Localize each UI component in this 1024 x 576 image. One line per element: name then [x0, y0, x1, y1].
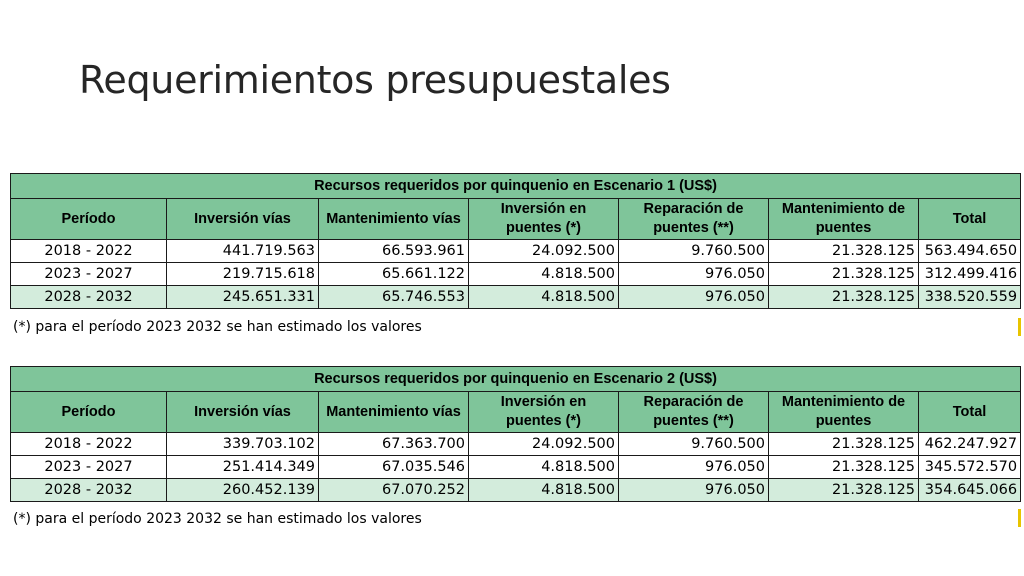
table-footnote: (*) para el período 2023 2032 se han estimado los valores — [13, 319, 422, 335]
table-cell: 2023 - 2027 — [11, 456, 167, 479]
column-header-inversion-vias: Inversión vías — [167, 199, 319, 240]
column-header-periodo: Período — [11, 392, 167, 433]
table-footnote: (*) para el período 2023 2032 se han estimado los valores — [13, 511, 422, 527]
table-cell: 4.818.500 — [469, 263, 619, 286]
table-caption: Recursos requeridos por quinquenio en Escenario 1 (US$) — [11, 174, 1021, 199]
column-header-mantenimiento-vias: Mantenimiento vías — [319, 392, 469, 433]
column-header-mantenimiento-puentes: Mantenimiento de puentes — [769, 392, 919, 433]
table-cell: 66.593.961 — [319, 240, 469, 263]
table-cell: 4.818.500 — [469, 286, 619, 309]
table-cell: 2018 - 2022 — [11, 240, 167, 263]
table-cell: 4.818.500 — [469, 456, 619, 479]
table-cell: 976.050 — [619, 263, 769, 286]
table-cell: 21.328.125 — [769, 433, 919, 456]
column-header-total: Total — [919, 199, 1021, 240]
table-cell: 21.328.125 — [769, 479, 919, 502]
table-row — [11, 479, 1021, 502]
table-cell: 24.092.500 — [469, 433, 619, 456]
table-cell: 462.247.927 — [919, 433, 1021, 456]
table-cell: 245.651.331 — [167, 286, 319, 309]
table-cell: 2023 - 2027 — [11, 263, 167, 286]
budget-table-scenario-1 — [10, 173, 1020, 309]
column-header-periodo: Período — [11, 199, 167, 240]
table-row — [11, 456, 1021, 479]
table-cell: 2028 - 2032 — [11, 479, 167, 502]
slide-title: Requerimientos presupuestales — [79, 58, 671, 102]
table-cell: 21.328.125 — [769, 286, 919, 309]
table-row — [11, 433, 1021, 456]
table-cell: 67.363.700 — [319, 433, 469, 456]
column-header-inversion-vias: Inversión vías — [167, 392, 319, 433]
column-header-mantenimiento-puentes: Mantenimiento de puentes — [769, 199, 919, 240]
table-row — [11, 286, 1021, 309]
table-cell: 976.050 — [619, 456, 769, 479]
table-cell: 976.050 — [619, 286, 769, 309]
table-cell: 4.818.500 — [469, 479, 619, 502]
table-cell: 563.494.650 — [919, 240, 1021, 263]
table-cell: 2018 - 2022 — [11, 433, 167, 456]
table-cell: 354.645.066 — [919, 479, 1021, 502]
table-cell: 251.414.349 — [167, 456, 319, 479]
column-header-total: Total — [919, 392, 1021, 433]
table-cell: 9.760.500 — [619, 433, 769, 456]
table-cell: 260.452.139 — [167, 479, 319, 502]
table-cell: 312.499.416 — [919, 263, 1021, 286]
table-caption: Recursos requeridos por quinquenio en Escenario 2 (US$) — [11, 367, 1021, 392]
table-cell: 65.661.122 — [319, 263, 469, 286]
table-cell: 24.092.500 — [469, 240, 619, 263]
table-cell: 345.572.570 — [919, 456, 1021, 479]
column-header-inversion-puentes: Inversión en puentes (*) — [469, 392, 619, 433]
column-header-reparacion-puentes: Reparación de puentes (**) — [619, 392, 769, 433]
table-row — [11, 263, 1021, 286]
table-cell: 2028 - 2032 — [11, 286, 167, 309]
table-cell: 67.035.546 — [319, 456, 469, 479]
table-cell: 65.746.553 — [319, 286, 469, 309]
table-row — [11, 240, 1021, 263]
table-cell: 9.760.500 — [619, 240, 769, 263]
edge-marker — [1018, 318, 1021, 336]
table-cell: 219.715.618 — [167, 263, 319, 286]
table-cell: 441.719.563 — [167, 240, 319, 263]
table-cell: 21.328.125 — [769, 456, 919, 479]
column-header-reparacion-puentes: Reparación de puentes (**) — [619, 199, 769, 240]
table-cell: 338.520.559 — [919, 286, 1021, 309]
edge-marker — [1018, 509, 1021, 527]
column-header-inversion-puentes: Inversión en puentes (*) — [469, 199, 619, 240]
table-cell: 339.703.102 — [167, 433, 319, 456]
column-header-mantenimiento-vias: Mantenimiento vías — [319, 199, 469, 240]
table-cell: 67.070.252 — [319, 479, 469, 502]
table-cell: 21.328.125 — [769, 240, 919, 263]
budget-table-scenario-2 — [10, 366, 1020, 502]
table-cell: 21.328.125 — [769, 263, 919, 286]
table-cell: 976.050 — [619, 479, 769, 502]
